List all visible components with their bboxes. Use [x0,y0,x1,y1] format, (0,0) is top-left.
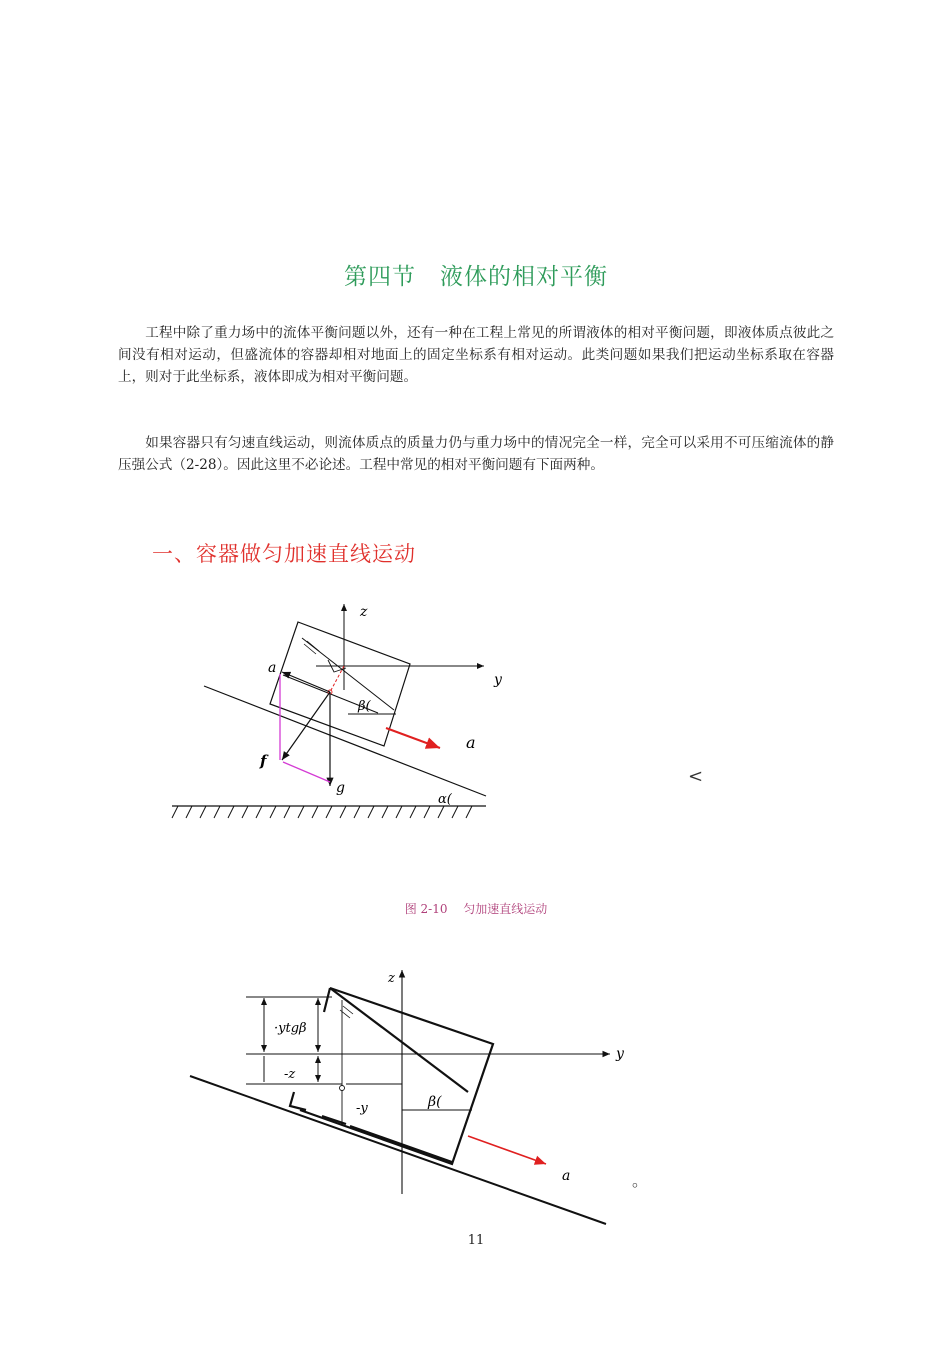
page-number: 11 [467,1233,485,1248]
label-alpha: α( [438,792,452,807]
label-y: y [494,672,502,688]
label-f: f [260,752,267,770]
paragraph-2: 如果容器只有匀速直线运动，则流体质点的质量力仍与重力场中的情况完全一样，完全可以采用不可压缩流体的静压强公式（2-28）。因此这里不必论述。工程中常见的相对平衡问题有下面两种。 [118,435,834,473]
stray-mark-1: < [688,766,704,787]
label-beta-2: β( [428,1094,442,1110]
label-minus-z: -z [284,1067,296,1082]
label-beta: β( [358,699,371,714]
container-outline-2 [300,988,493,1164]
section-title: 第四节 液体的相对平衡 [344,264,608,290]
incline-line-2 [190,1076,606,1224]
label-y-2: y [616,1046,624,1062]
label-minus-y: -y [356,1101,368,1116]
label-g: g [336,780,345,796]
label-accel-2: a [562,1168,571,1184]
figure-caption: 图 2-10 匀加速直线运动 [404,902,548,916]
stray-mark-2: 。 [632,1171,649,1190]
paragraph-1: 工程中除了重力场中的流体平衡问题以外，还有一种在工程上常见的所谓液体的相对平衡问题，即液体质点彼此之间没有相对运动，但盛流体的容器却相对地面上的固定坐标系有相对运动。此类问题如果我们把运动坐标系取在容器上，则对于此坐标系，液体即成为相对平衡问题。 [118,325,834,385]
acceleration-arrow-2 [468,1136,546,1164]
label-accel: a [466,733,476,752]
free-surface-line-2 [330,988,468,1092]
label-z-2: z [388,971,395,986]
subheading: 一、容器做匀加速直线运动 [152,542,416,566]
fluid-point-2 [340,1086,345,1091]
label-z: z [360,604,368,620]
label-a-top: a [268,660,277,676]
label-ytgb: ·ytgβ [274,1021,307,1036]
